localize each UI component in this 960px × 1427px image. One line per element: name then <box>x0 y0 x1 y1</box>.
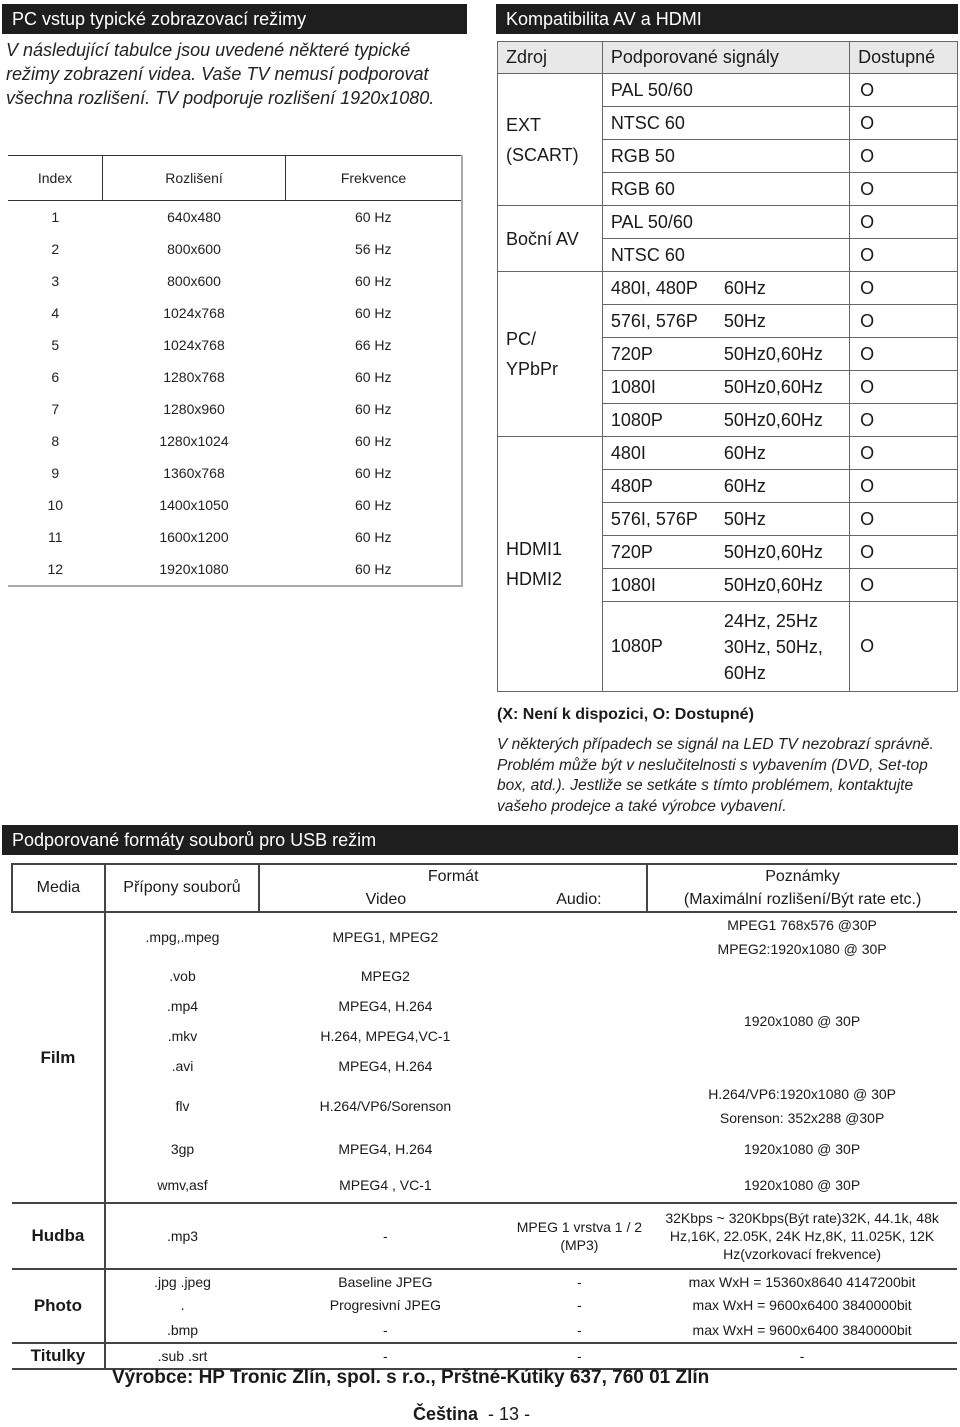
media-music: Hudba <box>12 1203 105 1269</box>
video-cell: - <box>259 1203 511 1269</box>
frequency-cell: 66 Hz <box>354 337 392 353</box>
col-header-notes-sub: (Maximální rozlišení/Být rate etc.) <box>647 888 957 912</box>
available-cell: O <box>850 569 958 602</box>
available-cell: O <box>850 503 958 536</box>
available-cell: O <box>850 404 958 437</box>
video-cell: MPEG4, H.264 <box>338 1141 433 1157</box>
col-header-signals: Podporované signály <box>602 42 849 74</box>
ext-cell: . <box>105 1293 259 1317</box>
index-cell: 12 <box>47 561 64 577</box>
note-line: Sorenson: 352x288 @30P <box>719 1110 885 1126</box>
frequency-cell: 60 Hz <box>354 369 392 385</box>
col-header-extensions: Přípony souborů <box>105 864 259 912</box>
ext-cell: .jpg .jpeg <box>105 1269 259 1293</box>
table-row <box>8 425 462 457</box>
audio-cell <box>512 1051 648 1081</box>
signal-cell: PAL 50/60 <box>602 206 849 239</box>
audio-cell: - <box>512 1343 648 1369</box>
frequency-cell: 60 Hz <box>354 401 392 417</box>
table-row <box>8 233 462 265</box>
col-header-media: Media <box>12 864 105 912</box>
notes-cell: - <box>647 1343 957 1369</box>
signal-cell: RGB 50 <box>602 140 849 173</box>
ext-cell: .avi <box>105 1051 259 1081</box>
frequency-cell: 60Hz <box>722 437 850 470</box>
available-cell: O <box>850 107 958 140</box>
usb-section-title: Podporované formáty souborů pro USB režim <box>2 825 958 855</box>
frequency-cell: 50Hz <box>722 305 850 338</box>
frequency-cell: 50Hz0,60Hz <box>722 371 850 404</box>
resolution-cell: 800x600 <box>167 273 221 289</box>
page-number-value: - 13 - <box>488 1404 531 1424</box>
notes-cell <box>647 1051 957 1081</box>
ext-cell: .mpg,.mpeg <box>105 912 259 961</box>
usb-formats-table <box>11 863 957 1370</box>
resolution-cell: 1600x1200 <box>159 529 229 545</box>
frequency-cell: 60 Hz <box>354 465 392 481</box>
resolution-cell: 1024x768 <box>163 337 225 353</box>
notes-cell <box>647 912 957 961</box>
frequency-cell: 56 Hz <box>354 241 392 257</box>
available-cell: O <box>850 437 958 470</box>
video-cell: H.264, MPEG4,VC-1 <box>320 1028 451 1044</box>
notes-cell: max WxH = 15360x8640 4147200bit <box>688 1273 916 1290</box>
frequency-cell: 60 Hz <box>354 497 392 513</box>
table-row <box>8 393 462 425</box>
resolution-cell: 1280x960 <box>163 401 225 417</box>
audio-cell <box>512 991 648 1021</box>
available-cell: O <box>850 173 958 206</box>
frequency-cell: 60Hz <box>722 470 850 503</box>
table-row <box>12 1167 957 1203</box>
pc-intro-text: V následující tabulce jsou uvedené některé typické režimy zobrazení videa. Vaše TV nemusí podporovat všechna rozlišení. TV podporuje rozlišení 1920x1080. <box>6 40 435 108</box>
table-row <box>12 1293 957 1317</box>
notes-cell: max WxH = 9600x6400 3840000bit <box>692 1297 912 1313</box>
audio-cell <box>512 1081 648 1131</box>
audio-cell <box>512 961 648 991</box>
signal-cell: 576I, 576P <box>602 305 722 338</box>
index-cell: 10 <box>47 497 64 513</box>
video-cell: MPEG1, MPEG2 <box>332 929 439 945</box>
resolution-cell: 640x480 <box>167 209 221 225</box>
col-header-available: Dostupné <box>850 42 958 74</box>
table-row <box>8 265 462 297</box>
video-cell: MPEG4, H.264 <box>338 998 433 1014</box>
index-cell: 1 <box>51 209 60 225</box>
audio-cell <box>512 1167 648 1203</box>
pc-modes-body <box>8 201 462 587</box>
av-legend: (X: Není k dispozici, O: Dostupné) <box>497 706 754 723</box>
audio-cell <box>512 1021 648 1051</box>
frequency-cell: 60 Hz <box>354 209 392 225</box>
note-line: MPEG1 768x576 @30P <box>727 917 877 933</box>
ext-cell: 3gp <box>105 1131 259 1167</box>
table-row <box>8 329 462 361</box>
signal-cell: 480I, 480P <box>602 272 722 305</box>
table-row <box>12 912 957 961</box>
available-cell: O <box>850 536 958 569</box>
table-row <box>8 201 462 234</box>
media-subtitles: Titulky <box>12 1343 105 1369</box>
frequency-cell: 50Hz0,60Hz <box>722 536 850 569</box>
source-cell: PC/ YPbPr <box>498 272 603 437</box>
table-row <box>12 1317 957 1343</box>
table-row <box>8 457 462 489</box>
source-cell: EXT (SCART) <box>498 74 603 206</box>
note-line: H.264/VP6:1920x1080 @ 30P <box>708 1086 896 1102</box>
av-compat-table <box>497 41 958 692</box>
video-cell: - <box>259 1343 511 1369</box>
resolution-cell: 1920x1080 <box>159 561 229 577</box>
signal-cell: 576I, 576P <box>602 503 722 536</box>
ext-cell: .mkv <box>105 1021 259 1051</box>
notes-cell: 1920x1080 @ 30P <box>647 1167 957 1203</box>
col-header-resolution: Rozlišení <box>103 156 286 201</box>
page-number <box>413 1404 530 1425</box>
index-cell: 7 <box>51 401 60 417</box>
table-row <box>12 1051 957 1081</box>
table-row <box>498 206 958 239</box>
table-row <box>12 991 957 1021</box>
video-cell: - <box>259 1317 511 1343</box>
col-header-video: Video <box>259 888 511 912</box>
notes-cell <box>647 1081 957 1131</box>
frequency-cell: 60 Hz <box>354 529 392 545</box>
resolution-cell: 1024x768 <box>163 305 225 321</box>
index-cell: 5 <box>51 337 60 353</box>
resolution-cell: 800x600 <box>167 241 221 257</box>
available-cell: O <box>850 602 958 692</box>
col-header-source: Zdroj <box>498 42 603 74</box>
frequency-cell: 50Hz0,60Hz <box>722 338 850 371</box>
signal-cell: 1080I <box>602 371 722 404</box>
available-cell: O <box>850 371 958 404</box>
index-cell: 11 <box>47 529 63 545</box>
ext-cell: flv <box>105 1081 259 1131</box>
media-film: Film <box>12 912 105 1203</box>
notes-cell: 1920x1080 @ 30P <box>743 1141 861 1157</box>
notes-cell: max WxH = 9600x6400 3840000bit <box>647 1317 957 1343</box>
table-row <box>8 553 462 586</box>
video-cell: MPEG4 , VC-1 <box>259 1167 511 1203</box>
table-row <box>498 272 958 305</box>
source-cell: Boční AV <box>498 206 603 272</box>
frequency-cell: 50Hz0,60Hz <box>722 569 850 602</box>
av-note: V některých případech se signál na LED TV nezobrazí správně. Problém může být v neslučitelnosti s vybavením (DVD, Set-top box, atd.). Jestliže se setkáte s tímto problémem, kontaktujte vašeho prodejce a také výrobce vybavení. <box>497 736 934 815</box>
table-row <box>12 1343 957 1369</box>
table-row <box>8 489 462 521</box>
ext-cell: .mp4 <box>105 991 259 1021</box>
col-header-frequency: Frekvence <box>286 156 463 201</box>
audio-cell <box>512 912 648 961</box>
notes-cell <box>647 961 957 991</box>
table-row <box>12 1081 957 1131</box>
col-header-index: Index <box>8 156 103 201</box>
table-row <box>12 1269 957 1293</box>
source-cell: HDMI1 HDMI2 <box>498 437 603 692</box>
table-row <box>12 961 957 991</box>
frequency-cell: 50Hz0,60Hz <box>722 404 850 437</box>
frequency-cell: 60 Hz <box>354 433 392 449</box>
index-cell: 4 <box>51 305 60 321</box>
ext-cell: .mp3 <box>105 1203 259 1269</box>
available-cell: O <box>850 239 958 272</box>
frequency-cell: 60 Hz <box>354 305 392 321</box>
resolution-cell: 1400x1050 <box>159 497 229 513</box>
index-cell: 8 <box>51 433 60 449</box>
pc-section-title: PC vstup typické zobrazovací režimy <box>2 4 467 34</box>
available-cell: O <box>850 74 958 107</box>
signal-cell: 1080P <box>602 602 722 692</box>
video-cell: Baseline JPEG <box>338 1273 433 1290</box>
available-cell: O <box>850 206 958 239</box>
available-cell: O <box>850 140 958 173</box>
index-cell: 2 <box>51 241 60 257</box>
language-label: Čeština <box>413 1404 479 1424</box>
table-row <box>8 361 462 393</box>
table-row <box>498 437 958 470</box>
table-row <box>8 521 462 553</box>
manufacturer-footer: Výrobce: HP Tronic Zlín, spol. s r.o., Prštné-Kútiky 637, 760 01 Zlín <box>112 1367 710 1388</box>
resolution-cell: 1280x768 <box>163 369 225 385</box>
available-cell: O <box>850 272 958 305</box>
signal-cell: PAL 50/60 <box>602 74 849 107</box>
media-photo: Photo <box>12 1269 105 1343</box>
frequency-cell: 50Hz <box>722 503 850 536</box>
ext-cell: wmv,asf <box>105 1167 259 1203</box>
signal-cell: 1080I <box>602 569 722 602</box>
resolution-cell: 1280x1024 <box>159 433 229 449</box>
resolution-cell: 1360x768 <box>163 465 225 481</box>
frequency-cell: 60 Hz <box>354 561 392 577</box>
video-cell: MPEG4, H.264 <box>338 1058 433 1074</box>
ext-cell: .sub .srt <box>105 1343 259 1369</box>
signal-cell: 720P <box>602 536 722 569</box>
ext-cell: .vob <box>105 961 259 991</box>
frequency-cell: 24Hz, 25Hz 30Hz, 50Hz, 60Hz <box>722 602 850 692</box>
available-cell: O <box>850 338 958 371</box>
audio-cell: MPEG 1 vrstva 1 / 2 (MP3) <box>512 1203 648 1269</box>
signal-cell: RGB 60 <box>602 173 849 206</box>
video-cell: H.264/VP6/Sorenson <box>319 1098 452 1114</box>
signal-cell: 480I <box>602 437 722 470</box>
note-line: MPEG2:1920x1080 @ 30P <box>717 941 887 957</box>
table-row <box>12 1131 957 1167</box>
signal-cell: 720P <box>602 338 722 371</box>
table-row <box>8 297 462 329</box>
index-cell: 3 <box>51 273 60 289</box>
av-section-title: Kompatibilita AV a HDMI <box>496 4 958 34</box>
notes-cell: 32Kbps ~ 320Kbps(Být rate)32K, 44.1k, 48k Hz,16K, 22.05K, 24K Hz,8K, 11.025K, 12K Hz(vzorkovací frekvence) <box>647 1203 957 1269</box>
audio-cell: - <box>577 1273 582 1290</box>
audio-cell: - <box>577 1297 582 1313</box>
col-header-format: Formát <box>259 864 647 888</box>
col-header-audio: Audio: <box>512 888 648 912</box>
table-row <box>12 1203 957 1269</box>
table-row <box>498 74 958 107</box>
available-cell: O <box>850 305 958 338</box>
signal-cell: 1080P <box>602 404 722 437</box>
signal-cell: NTSC 60 <box>602 239 849 272</box>
video-cell: Progresivní JPEG <box>329 1297 442 1313</box>
frequency-cell: 60Hz <box>722 272 850 305</box>
notes-cell: 1920x1080 @ 30P <box>743 1013 861 1029</box>
video-cell: MPEG2 <box>360 968 410 984</box>
col-header-notes: Poznámky <box>647 864 957 888</box>
frequency-cell: 60 Hz <box>354 273 392 289</box>
available-cell: O <box>850 470 958 503</box>
signal-cell: NTSC 60 <box>602 107 849 140</box>
index-cell: 6 <box>51 369 60 385</box>
av-compat-body <box>498 74 958 692</box>
pc-modes-table <box>8 155 463 587</box>
audio-cell <box>512 1131 648 1167</box>
audio-cell: - <box>512 1317 648 1343</box>
signal-cell: 480P <box>602 470 722 503</box>
ext-cell: .bmp <box>105 1317 259 1343</box>
index-cell: 9 <box>51 465 60 481</box>
